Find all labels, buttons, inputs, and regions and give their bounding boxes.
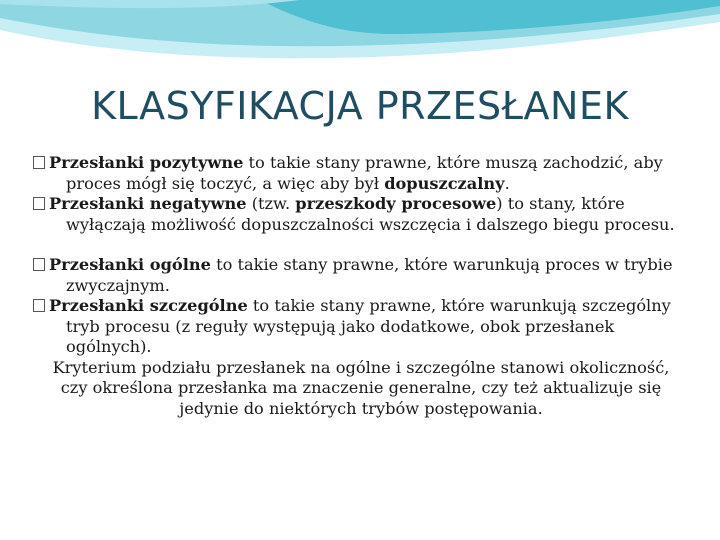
bullet-lead: Przesłanki ogólne: [49, 255, 211, 274]
bullet-lead: Przesłanki pozytywne: [49, 153, 244, 172]
bullet-text: to takie stany prawne, które warunkują proces w trybie zwyczajnym.: [66, 255, 673, 295]
checkbox-bullet-icon: [33, 197, 45, 210]
bullet-lead: Przesłanki szczególne: [49, 296, 248, 315]
bullet-item-special: [30, 296, 692, 358]
checkbox-bullet-icon: [33, 156, 45, 169]
slide-body: [30, 153, 692, 419]
bullet-item-negative: [30, 194, 692, 235]
checkbox-bullet-icon: [33, 258, 45, 271]
spacer: [30, 235, 692, 255]
bullet-bold: przeszkody procesowe: [295, 194, 497, 213]
bullet-text: (tzw.: [246, 194, 296, 213]
slide-title: KLASYFIKACJA PRZESŁANEK: [91, 84, 629, 128]
bullet-text: to takie stany prawne, które warunkują szczególny tryb procesu (z reguły występują jako dodatkowe, obok przesłanek ogólnych).: [66, 296, 671, 356]
bullet-bold: dopuszczalny: [384, 173, 505, 193]
closing-paragraph: Kryterium podziału przesłanek na ogólne i szczególne stanowi okoliczność, czy określona przesłanka ma znaczenie generalne, czy też aktualizuje się jedynie do niektórych trybów postępowania.: [52, 357, 670, 418]
bullet-text: to takie stany prawne, które muszą zachodzić, aby proces mógł się toczyć, a więc aby był: [66, 153, 663, 193]
checkbox-bullet-icon: [33, 299, 45, 312]
bullet-text-end: .: [504, 173, 510, 193]
bullet-item-positive: [30, 153, 692, 194]
bullet-item-general: [30, 255, 692, 296]
decorative-wave-header: [0, 0, 720, 80]
bullet-lead: Przesłanki negatywne: [49, 194, 247, 213]
bullet-text-end: ) to stany, które wyłączają możliwość dopuszczalności wszczęcia i dalszego biegu procesu.: [66, 194, 675, 234]
